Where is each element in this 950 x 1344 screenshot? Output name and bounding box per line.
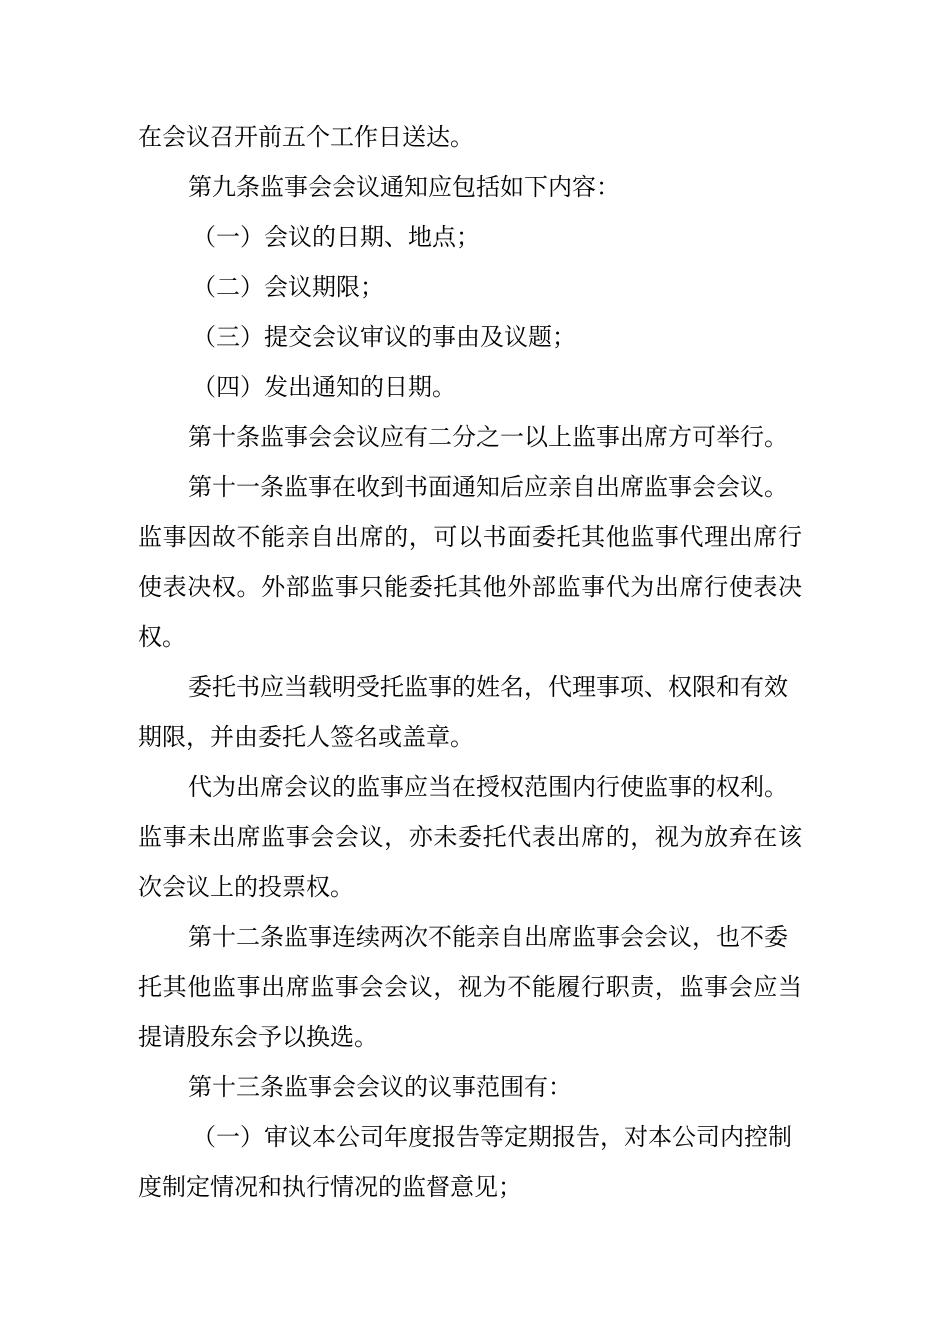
- text-line: 期限，并由委托人签名或盖章。: [138, 723, 474, 751]
- text-line: 度制定情况和执行情况的监督意见；: [138, 1173, 522, 1201]
- article-12-text: 第十二条监事连续两次不能亲自出席监事会会议，也不委: [188, 923, 788, 951]
- text-line: 提请股东会予以换选。: [138, 1023, 378, 1051]
- article-13-heading: 第十三条监事会会议的议事范围有：: [188, 1073, 572, 1101]
- text-line: 托其他监事出席监事会会议，视为不能履行职责，监事会应当: [138, 973, 802, 1001]
- text-line: 次会议上的投票权。: [138, 873, 354, 901]
- text-line: 监事因故不能亲自出席的，可以书面委托其他监事代理出席行: [138, 523, 802, 551]
- text-line: 权。: [138, 623, 186, 651]
- list-item: （三）提交会议审议的事由及议题；: [192, 323, 576, 351]
- article-10-text: 第十条监事会会议应有二分之一以上监事出席方可举行。: [188, 423, 788, 451]
- text-line: 监事未出席监事会会议，亦未委托代表出席的，视为放弃在该: [138, 823, 802, 851]
- article-9-heading: 第九条监事会会议通知应包括如下内容：: [188, 173, 620, 201]
- text-line: 使表决权。外部监事只能委托其他外部监事代为出席行使表决: [138, 573, 802, 601]
- list-item: （四）发出通知的日期。: [192, 373, 456, 401]
- list-item: （二）会议期限；: [192, 273, 384, 301]
- text-line: 在会议召开前五个工作日送达。: [138, 123, 474, 151]
- list-item: （一）审议本公司年度报告等定期报告，对本公司内控制: [192, 1123, 792, 1151]
- article-11-text: 第十一条监事在收到书面通知后应亲自出席监事会会议。: [188, 473, 788, 501]
- document-page: [138, 112, 802, 1212]
- text-line: 代为出席会议的监事应当在授权范围内行使监事的权利。: [188, 773, 788, 801]
- list-item: （一）会议的日期、地点；: [192, 223, 480, 251]
- text-line: 委托书应当载明受托监事的姓名，代理事项、权限和有效: [188, 673, 788, 701]
